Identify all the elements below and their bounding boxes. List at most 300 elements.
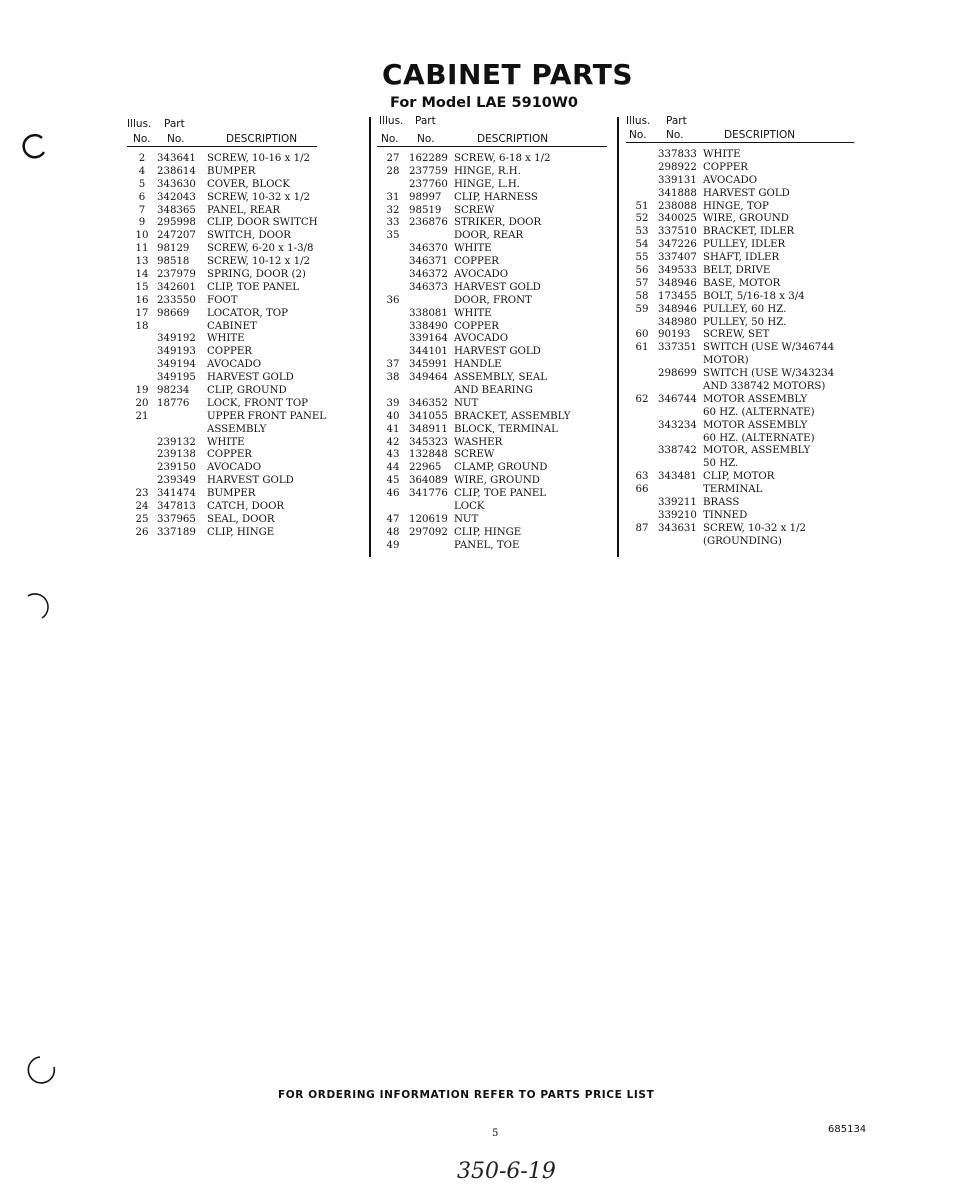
part-description: SWITCH (USE W/346744 [703, 342, 835, 354]
illus-number: 45 [386, 475, 400, 487]
table-row [626, 355, 861, 368]
table-row [377, 462, 612, 475]
illus-number: 63 [635, 471, 649, 483]
part-number: 349194 [157, 359, 196, 371]
table-row [127, 153, 340, 166]
illus-number [127, 437, 157, 450]
description-label: DESCRIPTION [226, 133, 298, 145]
part-number: 344101 [409, 346, 448, 358]
illus-number: 23 [135, 488, 149, 500]
part-number: 348365 [157, 204, 196, 216]
part-description: MOTOR ASSEMBLY [703, 419, 808, 431]
illus-number: 51 [635, 200, 649, 212]
illus-number [377, 333, 409, 346]
part-description: PULLEY, IDLER [703, 239, 786, 251]
part-description: PULLEY, 60 HZ. [703, 303, 787, 315]
table-row [626, 536, 861, 549]
part-description: AVOCADO [207, 462, 262, 474]
illus-number [626, 433, 658, 446]
part-number: 239132 [157, 436, 196, 448]
part-description: AVOCADO [454, 269, 509, 281]
illus-number [377, 501, 409, 514]
table-row [626, 213, 861, 226]
illus-number: 26 [135, 526, 149, 538]
part-description: SCREW, 6-18 x 1/2 [454, 153, 551, 164]
table-row [377, 411, 612, 424]
part-number [658, 484, 703, 497]
illus-number: 49 [386, 539, 400, 551]
parts-list [626, 149, 861, 549]
part-description: AVOCADO [207, 359, 262, 371]
illus-number [377, 243, 409, 256]
illus-number [626, 536, 658, 549]
table-row [377, 514, 612, 527]
table-row [377, 372, 612, 385]
part-number: 348980 [658, 316, 697, 328]
part-description: SCREW, 10-32 x 1/2 [207, 191, 311, 203]
part-description: HINGE, TOP [703, 200, 769, 212]
description-label: DESCRIPTION [477, 133, 549, 145]
table-row [377, 179, 612, 192]
table-row [626, 510, 861, 523]
part-description: HARVEST GOLD [703, 187, 790, 199]
part-description: HARVEST GOLD [454, 346, 541, 358]
part-number: 98997 [409, 191, 442, 203]
illus-label: Illus. [626, 115, 651, 127]
part-number: 337510 [658, 226, 697, 238]
illus-number [377, 385, 409, 398]
illus-number: 18 [135, 320, 149, 332]
part-number [658, 355, 703, 368]
part-description: TERMINAL [703, 484, 763, 496]
illus-number [626, 381, 658, 394]
illus-number: 7 [138, 204, 146, 216]
illus-number: 9 [138, 217, 146, 229]
part-description: BASE, MOTOR [703, 277, 781, 289]
table-row [127, 359, 340, 372]
part-number: 340025 [658, 213, 697, 225]
part-description: CLIP, GROUND [207, 385, 287, 397]
table-row [127, 424, 340, 437]
part-description: UPPER FRONT PANEL [207, 410, 327, 422]
table-row [377, 230, 612, 243]
part-description: LOCK, FRONT TOP [207, 397, 309, 409]
illus-number: 54 [635, 239, 649, 251]
table-row [377, 527, 612, 540]
parts-column-2 [377, 115, 612, 553]
part-description: ASSEMBLY [207, 423, 267, 435]
illus-number: 21 [135, 410, 149, 422]
illus-number [626, 510, 658, 523]
illus-number: 59 [635, 303, 649, 315]
illus-number: 52 [635, 213, 649, 225]
table-row [377, 192, 612, 205]
document-number: 685134 [828, 1124, 867, 1135]
part-number: 349533 [658, 265, 697, 277]
illus-number: 11 [135, 243, 149, 255]
part-description: DOOR, FRONT [454, 294, 532, 306]
part-no-label: No. [666, 129, 684, 141]
part-description: WHITE [207, 333, 245, 345]
part-description: WIRE, GROUND [454, 475, 540, 487]
table-row [377, 385, 612, 398]
part-number: 346373 [409, 281, 448, 293]
table-row [377, 205, 612, 218]
table-row [626, 175, 861, 188]
part-description: CLIP, HARNESS [454, 191, 538, 203]
illus-number: 56 [635, 265, 649, 277]
part-description: WASHER [454, 436, 503, 448]
part-no-label: No. [417, 133, 435, 145]
part-number: 338490 [409, 320, 448, 332]
part-number: 348911 [409, 423, 448, 435]
table-row [377, 437, 612, 450]
table-row [377, 449, 612, 462]
binder-hole-top [20, 132, 48, 162]
part-number: 132848 [409, 449, 448, 461]
part-description: SCREW, 6-20 x 1-3/8 [207, 243, 314, 255]
table-row [377, 256, 612, 269]
illus-number [626, 162, 658, 175]
part-number [409, 540, 454, 553]
table-row [626, 317, 861, 330]
table-row [626, 304, 861, 317]
part-description: HARVEST GOLD [454, 281, 541, 293]
table-row [127, 321, 340, 334]
illus-number: 87 [635, 522, 649, 534]
part-description: MOTOR) [703, 355, 749, 367]
parts-list [377, 153, 612, 553]
part-number: 341474 [157, 488, 196, 500]
table-row [377, 243, 612, 256]
table-row [377, 153, 612, 166]
part-number: 98234 [157, 385, 190, 397]
illus-number [127, 372, 157, 385]
part-number: 22965 [409, 462, 442, 474]
table-row [377, 308, 612, 321]
illus-number: 36 [386, 294, 400, 306]
table-row [626, 162, 861, 175]
part-description: SCREW [454, 204, 495, 216]
illus-number [626, 420, 658, 433]
illus-number: 57 [635, 277, 649, 289]
illus-number: 24 [135, 501, 149, 513]
illus-number: 66 [635, 484, 649, 496]
illus-number: 25 [135, 513, 149, 525]
part-description: HARVEST GOLD [207, 372, 294, 384]
part-description: BUMPER [207, 488, 256, 500]
illus-number [127, 462, 157, 475]
illus-number [626, 497, 658, 510]
table-row [127, 398, 340, 411]
table-row [127, 282, 340, 295]
table-row [377, 321, 612, 334]
part-number: 348946 [658, 303, 697, 315]
part-number: 343481 [658, 471, 697, 483]
table-row [127, 269, 340, 282]
table-row [127, 437, 340, 450]
table-row [626, 394, 861, 407]
part-number: 345323 [409, 436, 448, 448]
part-number: 173455 [658, 290, 697, 302]
part-description: SWITCH (USE W/343234 [703, 368, 835, 380]
part-number: 337965 [157, 513, 196, 525]
illus-number: 53 [635, 226, 649, 238]
illus-number: 44 [386, 462, 400, 474]
table-row [127, 308, 340, 321]
part-description: FOOT [207, 294, 238, 306]
part-description: LOCATOR, TOP [207, 307, 289, 319]
illus-number: 48 [386, 526, 400, 538]
table-row [127, 230, 340, 243]
part-number [658, 536, 703, 549]
part-number: 90193 [658, 329, 691, 341]
table-row [127, 385, 340, 398]
part-number: 298922 [658, 161, 697, 173]
illus-number: 14 [135, 269, 149, 281]
table-row [127, 192, 340, 205]
illus-number [127, 359, 157, 372]
table-row [127, 501, 340, 514]
part-description: SCREW, 10-12 x 1/2 [207, 256, 311, 268]
part-number: 337833 [658, 149, 697, 160]
table-row [626, 329, 861, 342]
illus-number [626, 188, 658, 201]
illus-number [626, 407, 658, 420]
illus-number [626, 445, 658, 458]
part-description: AVOCADO [454, 333, 509, 345]
part-number: 238088 [658, 200, 697, 212]
part-description: MOTOR ASSEMBLY [703, 393, 808, 405]
part-number: 239138 [157, 449, 196, 461]
illus-number [626, 317, 658, 330]
table-row [377, 540, 612, 553]
table-row [626, 523, 861, 536]
part-description: SWITCH, DOOR [207, 230, 291, 242]
table-row [626, 265, 861, 278]
column-header [127, 115, 340, 147]
table-row [377, 282, 612, 295]
part-description: HINGE, R.H. [454, 165, 521, 177]
illus-number: 33 [386, 217, 400, 229]
table-row [626, 458, 861, 471]
part-number: 341776 [409, 488, 448, 500]
illus-label: Illus. [127, 118, 152, 130]
illus-number: 62 [635, 393, 649, 405]
illus-number [127, 424, 157, 437]
table-row [377, 424, 612, 437]
illus-label: Illus. [379, 115, 404, 127]
table-row [127, 217, 340, 230]
illus-number: 35 [386, 230, 400, 242]
table-row [127, 514, 340, 527]
illus-number [377, 308, 409, 321]
part-description: BRACKET, IDLER [703, 226, 795, 238]
part-description: COPPER [207, 346, 252, 358]
table-row [127, 372, 340, 385]
part-number: 239150 [157, 462, 196, 474]
part-description: WHITE [454, 243, 492, 255]
part-description: HANDLE [454, 359, 502, 371]
part-number: 18776 [157, 397, 190, 409]
illus-number: 38 [386, 372, 400, 384]
illus-number [377, 346, 409, 359]
table-row [127, 346, 340, 359]
part-number: 346744 [658, 393, 697, 405]
part-description: PANEL, TOE [454, 539, 520, 551]
part-number [658, 407, 703, 420]
illus-number: 37 [386, 359, 400, 371]
table-row [127, 179, 340, 192]
part-description: BRACKET, ASSEMBLY [454, 410, 571, 422]
illus-number [127, 449, 157, 462]
part-number [157, 424, 207, 437]
part-number: 342043 [157, 191, 196, 203]
illus-number: 58 [635, 290, 649, 302]
part-number: 349464 [409, 372, 448, 384]
part-number: 347226 [658, 239, 697, 251]
part-description: AVOCADO [703, 174, 758, 186]
part-number: 98519 [409, 204, 442, 216]
table-row [127, 295, 340, 308]
part-number: 343631 [658, 522, 697, 534]
illus-number: 13 [135, 256, 149, 268]
part-no-label: No. [167, 133, 185, 145]
part-number: 247207 [157, 230, 196, 242]
table-row [377, 501, 612, 514]
illus-number: 32 [386, 204, 400, 216]
part-description: BOLT, 5/16-18 x 3/4 [703, 290, 805, 302]
part-description: HARVEST GOLD [207, 475, 294, 487]
ordering-note: FOR ORDERING INFORMATION REFER TO PARTS PRICE LIST [278, 1089, 655, 1101]
part-number [157, 321, 207, 334]
part-number: 348946 [658, 277, 697, 289]
table-row [377, 475, 612, 488]
part-description: LOCK [454, 501, 485, 513]
part-description: CLIP, TOE PANEL [207, 281, 300, 293]
part-description: SPRING, DOOR (2) [207, 269, 306, 281]
table-row [377, 346, 612, 359]
part-number: 346371 [409, 256, 448, 268]
illus-number [626, 368, 658, 381]
part-number: 98669 [157, 307, 190, 319]
illus-number: 41 [386, 423, 400, 435]
part-description: COPPER [703, 161, 748, 173]
part-label: Part [164, 118, 185, 130]
illus-number: 46 [386, 488, 400, 500]
part-description: STRIKER, DOOR [454, 217, 542, 229]
part-description: CLAMP, GROUND [454, 462, 548, 474]
illus-number: 5 [138, 178, 146, 190]
part-number: 346352 [409, 397, 448, 409]
illus-number: 2 [138, 153, 146, 164]
part-number: 338081 [409, 307, 448, 319]
part-description: SHAFT, IDLER [703, 252, 780, 264]
table-row [377, 269, 612, 282]
part-description: CLIP, HINGE [454, 526, 522, 538]
part-description: CLIP, MOTOR [703, 471, 775, 483]
table-row [127, 449, 340, 462]
table-row [626, 368, 861, 381]
illus-number: 60 [635, 329, 649, 341]
part-description: WIRE, GROUND [703, 213, 789, 225]
part-description: SCREW, 10-32 x 1/2 [703, 522, 807, 534]
column-header [377, 115, 612, 147]
part-number [157, 411, 207, 424]
part-description: CLIP, HINGE [207, 526, 275, 538]
column-divider [369, 117, 371, 557]
part-description: 60 HZ. (ALTERNATE) [703, 406, 815, 418]
illus-number: 17 [135, 307, 149, 319]
description-label: DESCRIPTION [724, 129, 796, 141]
part-number: 298699 [658, 368, 697, 380]
part-number: 162289 [409, 153, 448, 164]
table-row [626, 188, 861, 201]
table-row [127, 475, 340, 488]
part-number: 238614 [157, 165, 196, 177]
part-number: 347813 [157, 501, 196, 513]
part-label: Part [666, 115, 687, 127]
part-number: 341888 [658, 187, 697, 199]
table-row [626, 445, 861, 458]
part-number [658, 458, 703, 471]
illus-number [377, 179, 409, 192]
illus-number: 47 [386, 513, 400, 525]
table-row [626, 239, 861, 252]
illus-number: 40 [386, 410, 400, 422]
table-row [127, 166, 340, 179]
illus-number [626, 175, 658, 188]
table-row [626, 433, 861, 446]
part-number: 98518 [157, 256, 190, 268]
part-number: 339131 [658, 174, 697, 186]
part-number: 337351 [658, 342, 697, 354]
illus-number [127, 333, 157, 346]
illus-number: 19 [135, 385, 149, 397]
illus-number: 61 [635, 342, 649, 354]
illus-number: 43 [386, 449, 400, 461]
illus-number [377, 269, 409, 282]
illus-number: 39 [386, 397, 400, 409]
page-title: CABINET PARTS [382, 58, 634, 91]
part-description: SCREW, SET [703, 329, 770, 341]
table-row [377, 295, 612, 308]
part-description: COVER, BLOCK [207, 178, 290, 190]
page-number: 5 [492, 1128, 499, 1139]
table-row [626, 278, 861, 291]
illus-number: 15 [135, 281, 149, 293]
illus-number: 28 [386, 165, 400, 177]
table-row [626, 291, 861, 304]
illus-number: 31 [386, 191, 400, 203]
part-description: COPPER [207, 449, 252, 461]
illus-no-label: No. [381, 133, 399, 145]
part-number: 341055 [409, 410, 448, 422]
part-number [409, 501, 454, 514]
part-number [409, 230, 454, 243]
table-row [626, 497, 861, 510]
column-divider [617, 117, 619, 557]
part-description: CLIP, DOOR SWITCH [207, 217, 318, 229]
part-number: 349192 [157, 333, 196, 345]
table-row [626, 484, 861, 497]
part-number [409, 385, 454, 398]
handwritten-note [455, 1150, 585, 1190]
part-number: 349193 [157, 346, 196, 358]
illus-number: 27 [386, 153, 400, 164]
illus-number: 16 [135, 294, 149, 306]
part-number: 349195 [157, 372, 196, 384]
